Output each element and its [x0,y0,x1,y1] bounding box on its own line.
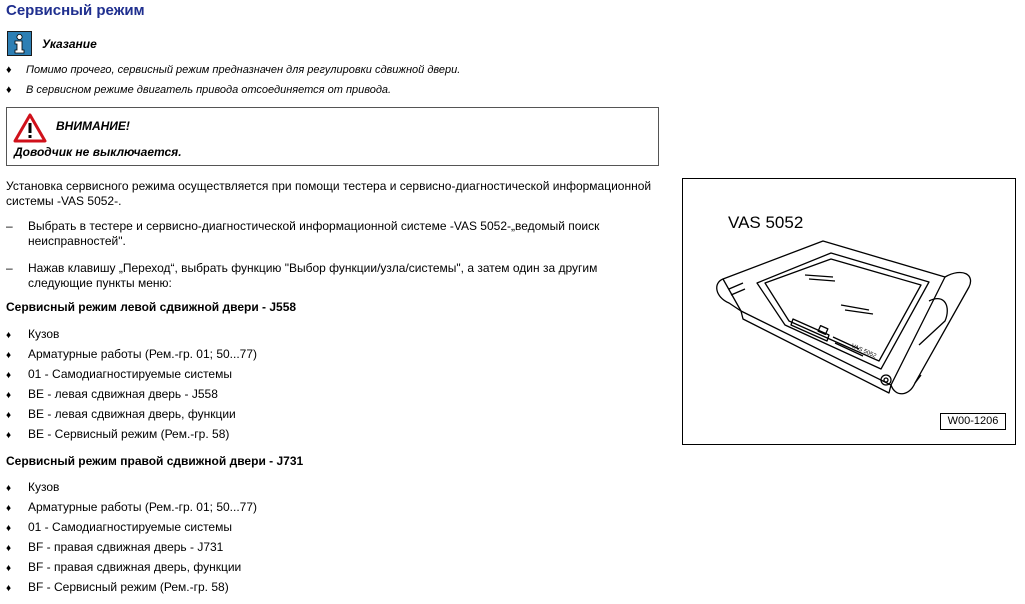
left-door-heading: Сервисный режим левой сдвижной двери - J558 [6,300,297,314]
list-item: ♦ BF - правая сдвижная дверь, функции [6,560,242,574]
warning-text: Доводчик не выключается. [14,145,182,159]
bullet-diamond-icon: ♦ [6,543,12,554]
warning-triangle-icon [13,113,47,143]
list-item: ♦ BF - Сервисный режим (Рем.-гр. 58) [6,580,229,594]
list-item: ♦ Арматурные работы (Рем.-гр. 01; 50...77) [6,347,258,361]
bullet-diamond-icon: ♦ [6,523,12,534]
warning-title: ВНИМАНИЕ! [56,119,130,133]
bullet-diamond-icon: ♦ [6,370,12,381]
bullet-diamond-icon: ♦ [6,64,12,76]
note-bullet: ♦ В сервисном режиме двигатель привода отсоединяется от привода. [6,84,392,96]
list-item: ♦ BE - левая сдвижная дверь, функции [6,407,236,421]
bullet-diamond-icon: ♦ [6,330,12,341]
warning-box [6,107,659,166]
bullet-diamond-icon: ♦ [6,563,12,574]
step-item: – Нажав клавишу „Переход“, выбрать функцию "Выбор функции/узла/системы", а затем один за другим следующие пункты меню: [6,261,598,290]
figure-label: VAS 5052 [728,213,804,232]
bullet-diamond-icon: ♦ [6,350,12,361]
note-header [7,31,97,56]
figure-code: W00-1206 [940,413,1006,430]
step-item: – Выбрать в тестере и сервисно-диагностической информационной системе -VAS 5052-„ведомый поиск неисправностей". [6,219,600,248]
bullet-diamond-icon: ♦ [6,390,12,401]
list-item: ♦ BE - Сервисный режим (Рем.-гр. 58) [6,427,230,441]
list-item: ♦ 01 - Самодиагностируемые системы [6,520,232,534]
list-item: ♦ 01 - Самодиагностируемые системы [6,367,232,381]
note-label: Указание [42,36,97,51]
list-item: ♦ Кузов [6,480,60,494]
page-title: Сервисный режим [6,2,145,19]
device-small-text: VAS 5052 [850,343,877,360]
list-item: ♦ Арматурные работы (Рем.-гр. 01; 50...77) [6,500,258,514]
right-door-heading: Сервисный режим правой сдвижной двери - J731 [6,454,304,468]
note-bullet: ♦ Помимо прочего, сервисный режим предназначен для регулировки сдвижной двери. [6,64,461,76]
bullet-diamond-icon: ♦ [6,583,12,594]
vas-5052-figure [682,178,1016,445]
bullet-diamond-icon: ♦ [6,410,12,421]
bullet-diamond-icon: ♦ [6,84,12,96]
bullet-diamond-icon: ♦ [6,503,12,514]
intro-paragraph: Установка сервисного режима осуществляется при помощи тестера и сервисно-диагностической информационной системы -VAS 5052-. [6,179,652,208]
list-item: ♦ BE - левая сдвижная дверь - J558 [6,387,218,401]
info-icon [7,31,32,56]
bullet-diamond-icon: ♦ [6,483,12,494]
bullet-diamond-icon: ♦ [6,430,12,441]
list-item: ♦ BF - правая сдвижная дверь - J731 [6,540,224,554]
list-item: ♦ Кузов [6,327,60,341]
